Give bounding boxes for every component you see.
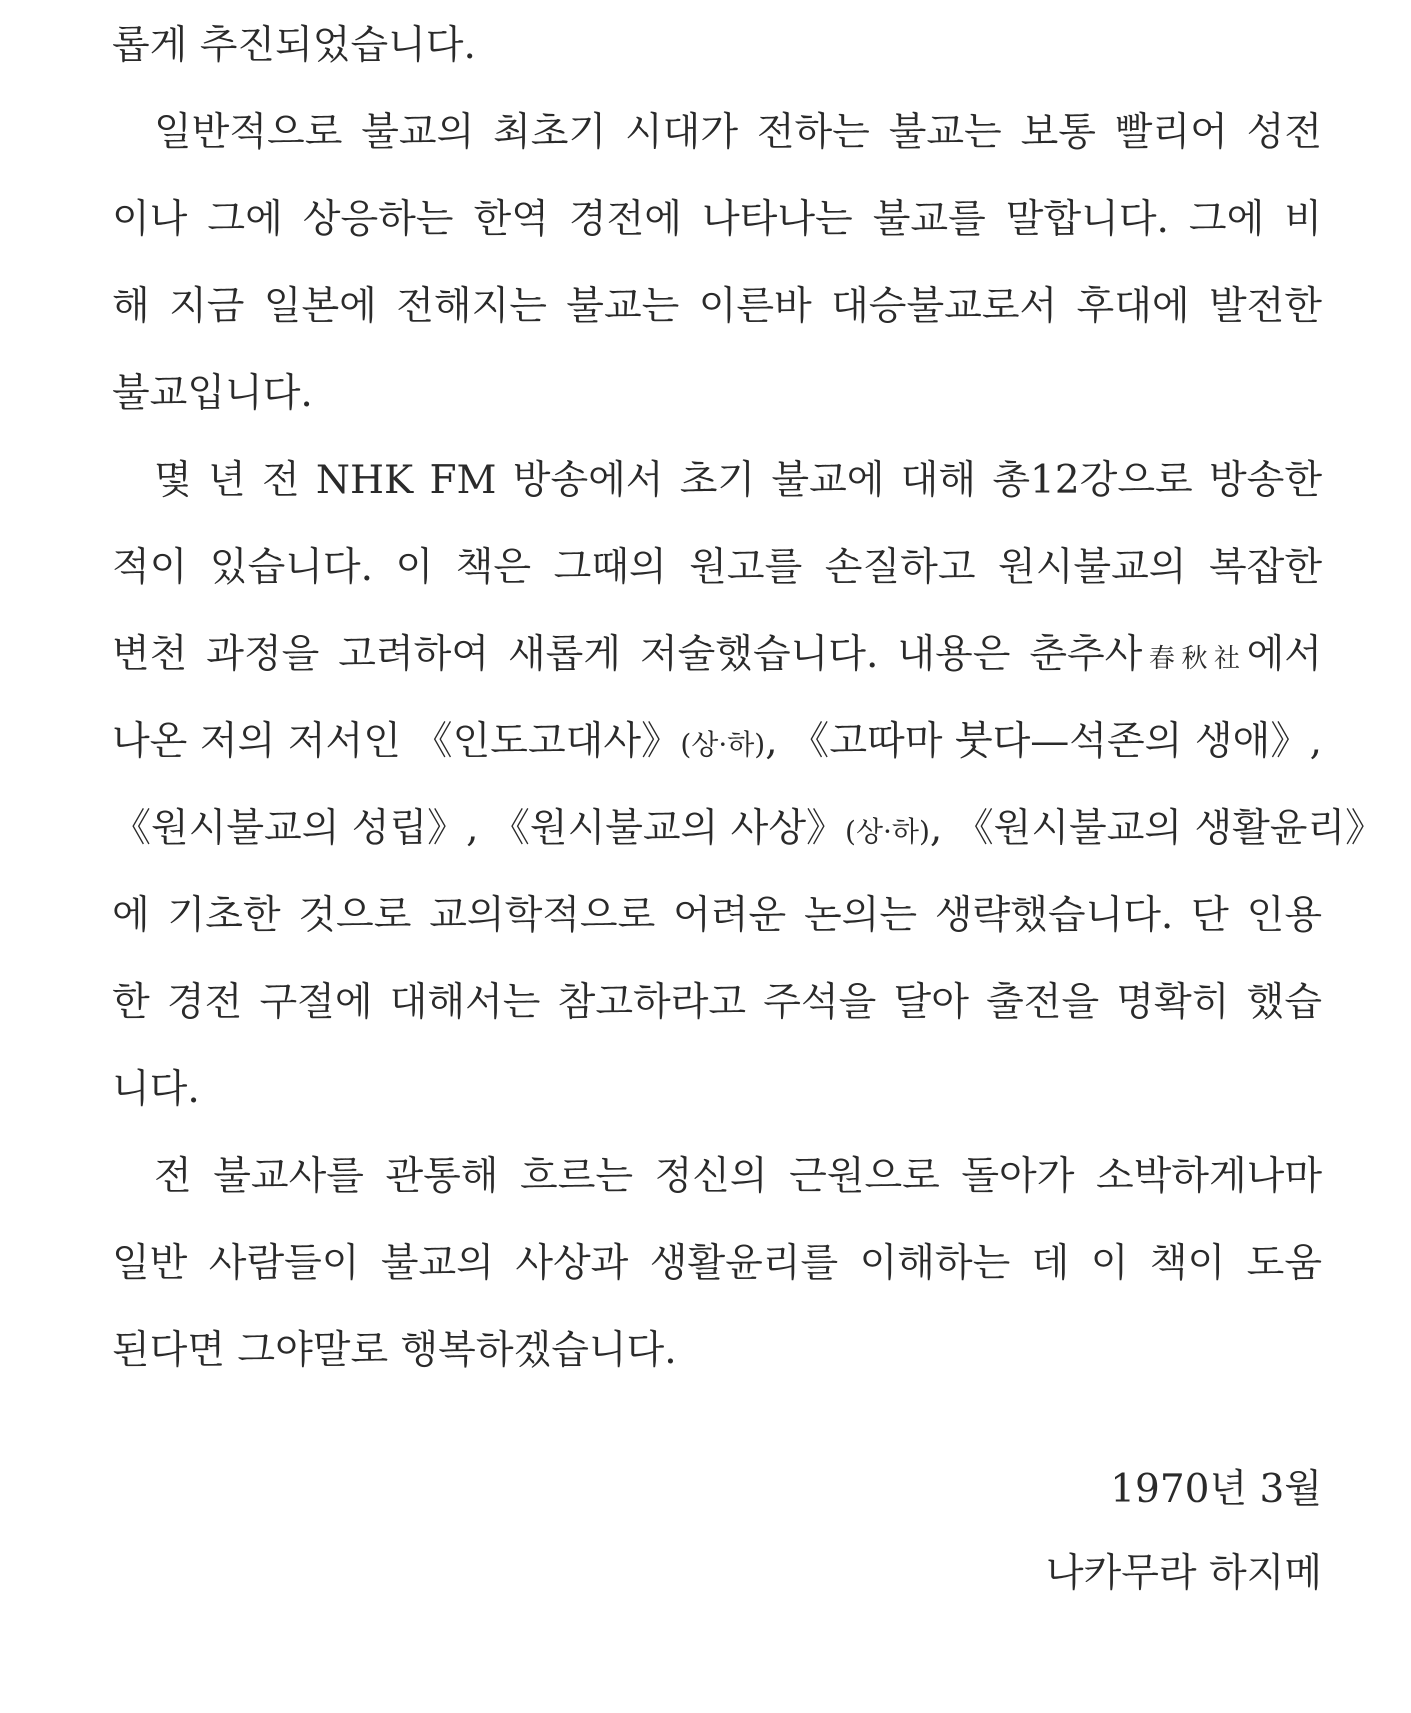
signature-date: 1970년 3월 <box>1110 1467 1322 1512</box>
text-line: 전 불교사를 관통해 흐르는 정신의 근원으로 돌아가 소박하게나마 <box>154 1154 1322 1199</box>
text-line: 일반적으로 불교의 최초기 시대가 전하는 불교는 보통 빨리어 성전 <box>154 110 1322 155</box>
signature-author: 나카무라 하지메 <box>1045 1551 1322 1596</box>
text-line: 한 경전 구절에 대해서는 참고하라고 주석을 달아 출전을 명확히 했습 <box>112 980 1322 1025</box>
text-line: 이나 그에 상응하는 한역 경전에 나타나는 불교를 말합니다. 그에 비 <box>112 197 1322 242</box>
text-line: 불교입니다. <box>112 371 313 416</box>
text-line: 에 기초한 것으로 교의학적으로 어려운 논의는 생략했습니다. 단 인용 <box>112 893 1322 938</box>
volume-note: (상·하) <box>845 815 930 848</box>
text-segment: 변천 과정을 고려하여 새롭게 저술했습니다. 내용은 춘추사 <box>112 632 1143 677</box>
volume-note: (상·하) <box>680 728 766 761</box>
preface-body <box>112 0 1385 1394</box>
text-segment: 나온 저의 저서인 《인도고대사》 <box>112 719 681 764</box>
text-line: 니다. <box>112 1067 200 1112</box>
text-line: 해 지금 일본에 전해지는 불교는 이른바 대승불교로서 후대에 발전한 <box>112 284 1322 329</box>
text-segment: , 《고따마 붓다—석존의 생애》, <box>765 719 1322 764</box>
text-segment: , 《원시불교의 생활윤리》 <box>929 806 1385 851</box>
text-line <box>112 611 1322 698</box>
text-line: 적이 있습니다. 이 책은 그때의 원고를 손질하고 원시불교의 복잡한 <box>112 545 1322 590</box>
text-line: 롭게 추진되었습니다. <box>112 23 476 68</box>
text-segment: 《원시불교의 성립》, 《원시불교의 사상》 <box>112 806 846 851</box>
text-line: 일반 사람들이 불교의 사상과 생활윤리를 이해하는 데 이 책이 도움 <box>112 1241 1322 1286</box>
hanja-text: 春秋社 <box>1142 644 1247 674</box>
text-line <box>112 785 1385 872</box>
text-line: 몇 년 전 NHK FM 방송에서 초기 불교에 대해 총12강으로 방송한 <box>154 458 1322 503</box>
text-segment: 에서 <box>1246 632 1322 677</box>
text-line <box>112 698 1322 785</box>
text-line: 된다면 그야말로 행복하겠습니다. <box>112 1328 677 1373</box>
